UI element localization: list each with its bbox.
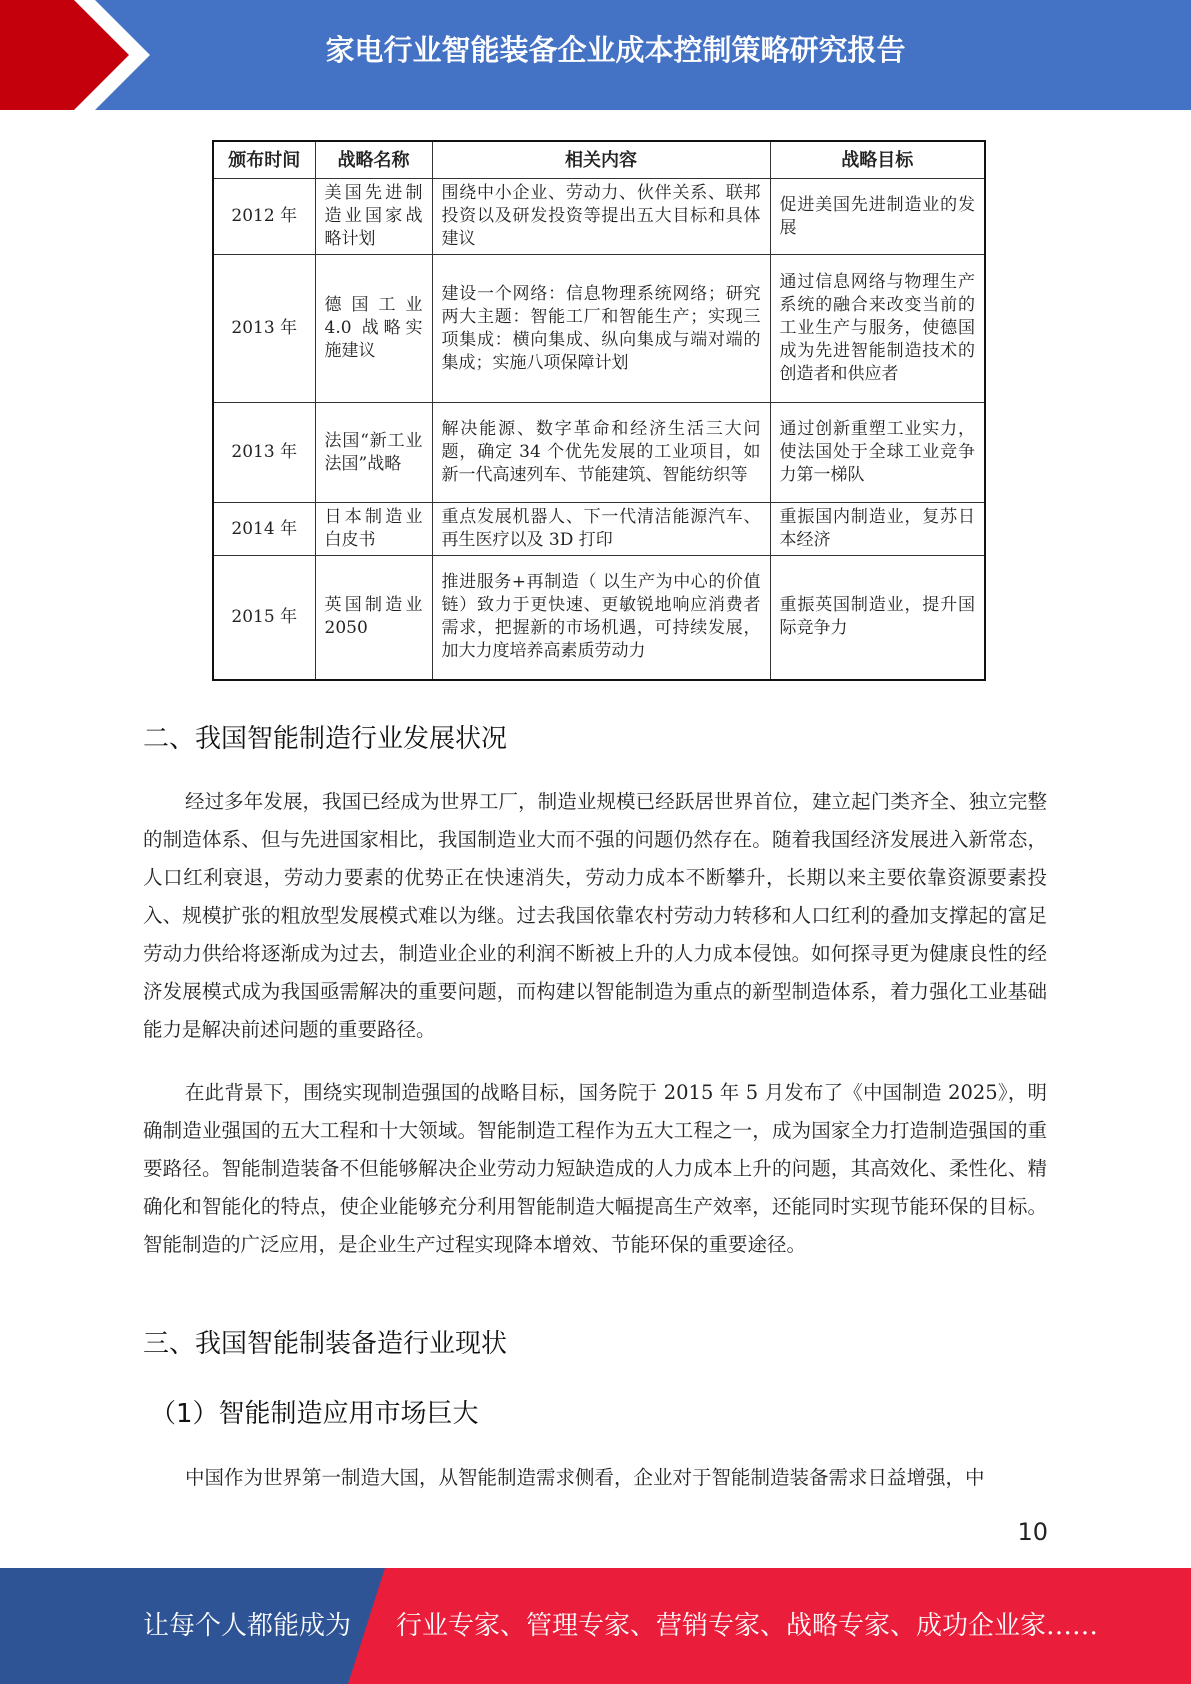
table-header-cell: 战略名称 bbox=[315, 141, 432, 179]
table-header-cell: 相关内容 bbox=[432, 141, 770, 179]
table-cell-name: 德国工业 4.0 战略实施建议 bbox=[315, 255, 432, 403]
table-cell-name: 日本制造业白皮书 bbox=[315, 503, 432, 556]
table-cell-year: 2013 年 bbox=[213, 255, 315, 403]
table-cell-content: 建设一个网络：信息物理系统网络；研究两大主题：智能工厂和智能生产；实现三项集成：横向集成、纵向集成与端对端的集成；实施八项保障计划 bbox=[432, 255, 770, 403]
subsection-heading: （1）智能制造应用市场巨大 bbox=[150, 1399, 479, 1429]
table-cell-goal: 通过创新重塑工业实力，使法国处于全球工业竞争力第一梯队 bbox=[770, 403, 985, 503]
table-cell-goal: 重振国内制造业，复苏日本经济 bbox=[770, 503, 985, 556]
page-number: 10 bbox=[1017, 1518, 1048, 1546]
strategy-table-container bbox=[212, 140, 984, 681]
body-paragraph: 经过多年发展，我国已经成为世界工厂，制造业规模已经跃居世界首位，建立起门类齐全、独立完整的制造体系、但与先进国家相比，我国制造业大而不强的问题仍然存在。随着我国经济发展进入新常态，人口红利衰退，劳动力要素的优势正在快速消失，劳动力成本不断攀升，长期以来主要依靠资源要素投入、规模扩张的粗放型发展模式难以为继。过去我国依靠农村劳动力转移和人口红利的叠加支撑起的富足劳动力供给将逐渐成为过去，制造业企业的利润不断被上升的人力成本侵蚀。如何探寻更为健康良性的经济发展模式成为我国亟需解决的重要问题，而构建以智能制造为重点的新型制造体系，着力强化工业基础能力是解决前述问题的重要路径。 bbox=[143, 790, 1047, 1041]
page-header bbox=[0, 0, 1191, 110]
footer-slogan-left: 让每个人都能成为 bbox=[143, 1611, 352, 1641]
table-cell-name: 英国制造业 2050 bbox=[315, 556, 432, 680]
table-cell-year: 2012 年 bbox=[213, 179, 315, 255]
footer-slogan-right: 行业专家、管理专家、营销专家、战略专家、成功企业家…… bbox=[396, 1611, 1099, 1641]
table-cell-year: 2013 年 bbox=[213, 403, 315, 503]
table-cell-content: 推进服务+再制造（ 以生产为中心的价值链）致力于更快速、更敏锐地响应消费者需求，把握新的市场机遇，可持续发展， 加大力度培养高素质劳动力 bbox=[432, 556, 770, 680]
table-cell-name: 美国先进制造业国家战略计划 bbox=[315, 179, 432, 255]
section-heading-3: 三、我国智能制装备造行业现状 bbox=[143, 1329, 508, 1359]
table-header-cell: 战略目标 bbox=[770, 141, 985, 179]
table-row bbox=[213, 403, 985, 503]
strategy-table bbox=[212, 140, 986, 681]
table-cell-content: 重点发展机器人、下一代清洁能源汽车、再生医疗以及 3D 打印 bbox=[432, 503, 770, 556]
body-paragraph: 中国作为世界第一制造大国，从智能制造需求侧看，企业对于智能制造装备需求日益增强，中 bbox=[185, 1466, 985, 1489]
table-row bbox=[213, 503, 985, 556]
table-cell-goal: 促进美国先进制造业的发展 bbox=[770, 179, 985, 255]
table-row bbox=[213, 255, 985, 403]
table-row bbox=[213, 556, 985, 680]
table-cell-content: 解决能源、数字革命和经济生活三大问题，确定 34 个优先发展的工业项目，如新一代高速列车、节能建筑、智能纺织等 bbox=[432, 403, 770, 503]
header-title: 家电行业智能装备企业成本控制策略研究报告 bbox=[325, 33, 906, 67]
table-header-cell: 颁布时间 bbox=[213, 141, 315, 179]
table-row bbox=[213, 179, 985, 255]
table-cell-goal: 重振英国制造业，提升国际竞争力 bbox=[770, 556, 985, 680]
body-paragraph: 在此背景下，围绕实现制造强国的战略目标，国务院于 2015 年 5 月发布了《中国制造 2025》，明确制造业强国的五大工程和十大领域。智能制造工程作为五大工程之一，成为国家全力打造制造强国的重要路径。智能制造装备不但能够解决企业劳动力短缺造成的人力成本上升的问题，其高效化、柔性化、精确化和智能化的特点，使企业能够充分利用智能制造大幅提高生产效率，还能同时实现节能环保的目标。智能制造的广泛应用，是企业生产过程实现降本增效、节能环保的重要途径。 bbox=[143, 1081, 1047, 1256]
table-cell-content: 围绕中小企业、劳动力、伙伴关系、联邦投资以及研发投资等提出五大目标和具体建议 bbox=[432, 179, 770, 255]
page-footer bbox=[0, 1568, 1191, 1684]
table-cell-year: 2014 年 bbox=[213, 503, 315, 556]
table-cell-goal: 通过信息网络与物理生产系统的融合来改变当前的工业生产与服务，使德国成为先进智能制造技术的创造者和供应者 bbox=[770, 255, 985, 403]
table-header-row bbox=[213, 141, 985, 179]
table-cell-year: 2015 年 bbox=[213, 556, 315, 680]
table-cell-name: 法国“新工业法国”战略 bbox=[315, 403, 432, 503]
section-heading-2: 二、我国智能制造行业发展状况 bbox=[143, 724, 508, 754]
